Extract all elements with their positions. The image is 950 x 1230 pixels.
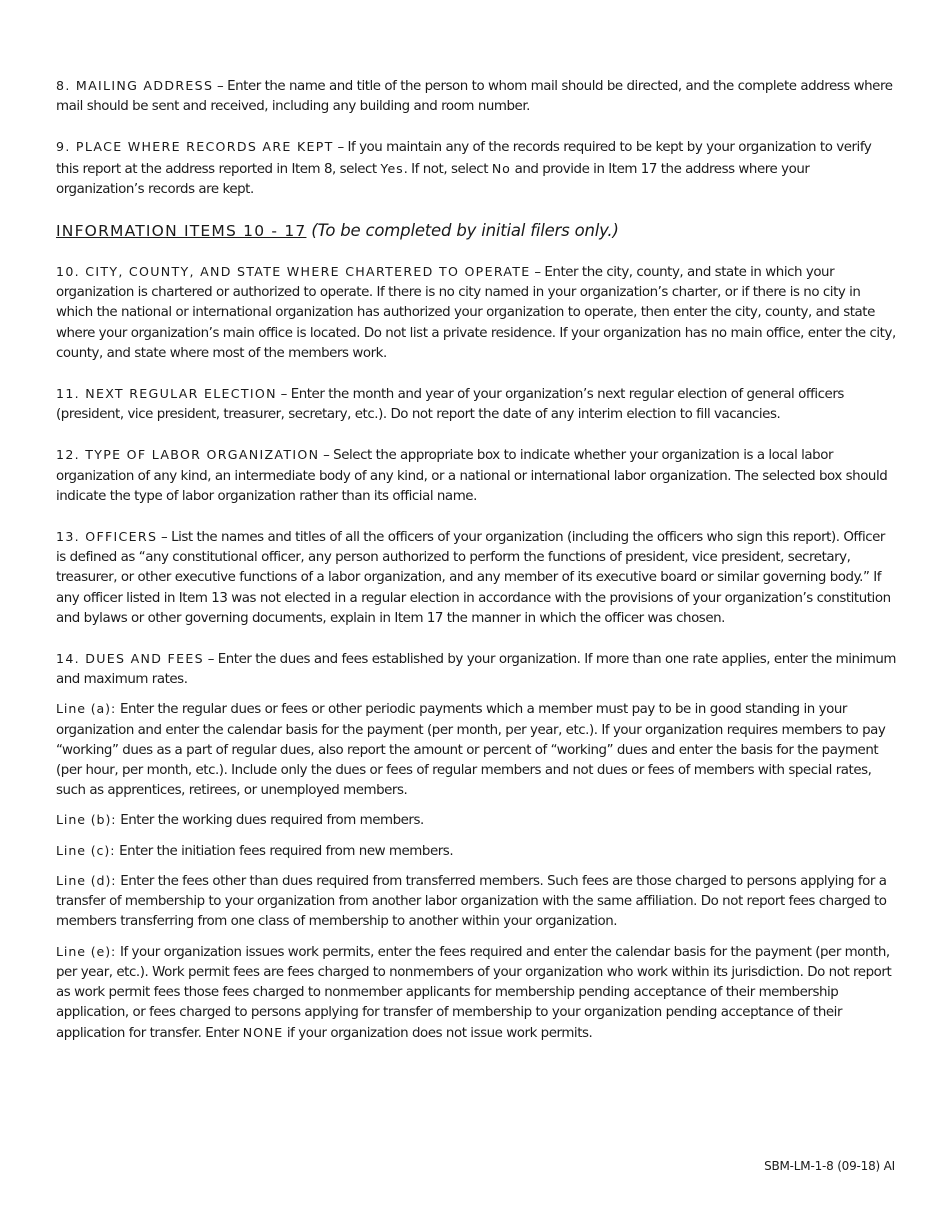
item-9-text-b: . If not, select bbox=[403, 161, 492, 177]
line-c bbox=[56, 841, 896, 862]
line-c-label: Line (c): bbox=[56, 842, 116, 858]
section-title bbox=[56, 220, 896, 242]
item-8-heading: 8. MAILING ADDRESS bbox=[56, 78, 214, 93]
item-9-records-location bbox=[56, 137, 896, 200]
item-14-heading: 14. DUES AND FEES bbox=[56, 651, 204, 667]
item-8-mailing-address bbox=[56, 76, 896, 117]
instructions-content bbox=[56, 76, 896, 1054]
item-11-text: – Enter the month and year of your organization’s next regular election of general officers (president, vice president, treasurer, secretary, etc.). Do not report the date of any interim election to fill vacancies. bbox=[56, 387, 844, 423]
line-b-text: Enter the working dues required from members. bbox=[116, 813, 424, 829]
line-e bbox=[56, 942, 896, 1045]
form-identifier: SBM-LM-1-8 (09-18) AI bbox=[764, 1159, 895, 1173]
line-d-label: Line (d): bbox=[56, 872, 117, 888]
line-a bbox=[56, 699, 896, 801]
item-14-text: – Enter the dues and fees established by your organization. If more than one rate applies, enter the minimum and maximum rates. bbox=[56, 652, 897, 688]
line-e-text-b: if your organization does not issue work permits. bbox=[283, 1026, 593, 1042]
section-heading: INFORMATION ITEMS 10 - 17 bbox=[56, 222, 307, 241]
no-option: No bbox=[491, 160, 511, 176]
item-11-next-election bbox=[56, 384, 896, 425]
item-13-officers bbox=[56, 527, 896, 629]
line-e-text: If your organization issues work permits, enter the fees required and enter the calendar basis for the payment (per month, per year, etc.). Work permit fees are fees charged to nonmembers of your organization who work within its jurisdiction. Do not report as work permit fees those fees charged to nonmember applicants for membership pending acceptance of their membership application, or fees charged to persons applying for transfer of membership to your organization pending acceptance of their application for transfer. Enter bbox=[56, 944, 892, 1042]
line-b bbox=[56, 810, 896, 831]
item-11-heading: 11. NEXT REGULAR ELECTION bbox=[56, 386, 277, 402]
line-d-text: Enter the fees other than dues required from transferred members. Such fees are those charged to persons applying for a transfer of membership to your organization from another labor organization with the same affiliation. Do not report fees charged to members transferring from one class of membership to another within your organization. bbox=[56, 873, 887, 930]
line-d bbox=[56, 871, 896, 933]
line-a-label: Line (a): bbox=[56, 701, 117, 717]
line-b-label: Line (b): bbox=[56, 812, 117, 828]
item-14-dues-and-fees bbox=[56, 649, 896, 690]
section-note: (To be completed by initial filers only.) bbox=[311, 221, 619, 241]
item-13-text: – List the names and titles of all the officers of your organization (including the officers who sign this report). Officer is defined as “any constitutional officer, any person authorized to perform the functions of president, vice president, secretary, treasurer, or other executive functions of a labor organization, and any member of its executive board or similar governing body.” If any officer listed in Item 13 was not elected in a regular election in accordance with the provisions of your organization’s constitution and bylaws or other governing documents, explain in Item 17 the manner in which the officer was chosen. bbox=[56, 530, 891, 626]
item-10-text: – Enter the city, county, and state in which your organization is chartered or authorized to operate. If there is no city named in your organization’s charter, or if there is no city in which the national or international organization has authorized your organization to operate, then enter the city, county, and state where your organization’s main office is located. Do not list a private residence. If your organization has no main office, enter the city, county, and state where most of the members work. bbox=[56, 265, 896, 361]
item-10-charter-location bbox=[56, 262, 896, 364]
item-9-heading: 9. PLACE WHERE RECORDS ARE KEPT bbox=[56, 139, 334, 155]
item-12-text: – Select the appropriate box to indicate whether your organization is a local labor organization of any kind, an intermediate body of any kind, or a national or international labor organization. The selected box should indicate the type of labor organization rather than its official name. bbox=[56, 448, 888, 504]
item-9-text: – If you maintain any of the records required to be kept by your organization to verify this report at the address reported in Item 8, select bbox=[56, 140, 872, 177]
yes-option: Yes bbox=[380, 160, 404, 176]
item-12-organization-type bbox=[56, 445, 896, 507]
line-a-text: Enter the regular dues or fees or other periodic payments which a member must pay to be in good standing in your organization and enter the calendar basis for the payment (per month, per year, etc.). If your organization requires members to pay “working” dues as a part of regular dues, also report the amount or percent of “working” dues and enter the basis for the payment (per hour, per month, etc.). Include only the dues or fees of regular members and not dues or fees of members with special rates, such as apprentices, retirees, or unemployed members. bbox=[56, 702, 886, 799]
item-12-heading: 12. TYPE OF LABOR ORGANIZATION bbox=[56, 447, 320, 463]
item-10-heading: 10. CITY, COUNTY, AND STATE WHERE CHARTERED TO OPERATE bbox=[56, 264, 531, 280]
item-13-heading: 13. OFFICERS bbox=[56, 529, 158, 545]
item-9-text-c: and provide in Item 17 the address where your organization’s records are kept. bbox=[56, 161, 810, 197]
item-8-text: – Enter the name and title of the person to whom mail should be directed, and the complete address where mail should be sent and received, including any building and room number. bbox=[56, 79, 893, 115]
none-keyword: NONE bbox=[242, 1025, 284, 1041]
line-e-label: Line (e): bbox=[56, 943, 117, 959]
line-c-text: Enter the initiation fees required from new members. bbox=[115, 843, 454, 859]
